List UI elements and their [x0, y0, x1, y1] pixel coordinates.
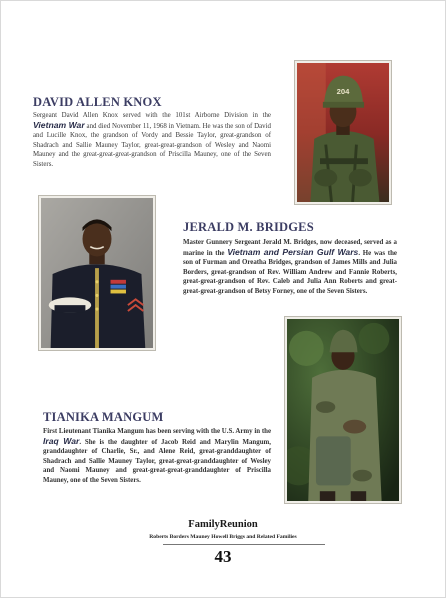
entry-bio-knox	[33, 111, 271, 170]
entry-name-knox: DAVID ALLEN KNOX	[33, 95, 162, 109]
page-number: 43	[214, 547, 232, 566]
bio-text: Master Gunnery Sergeant Jerald M. Bridges, now deceased, served as a marine in the	[183, 239, 397, 257]
war-name: Vietnam and Persian Gulf Wars	[227, 246, 359, 257]
entry-bio-mangum	[43, 427, 271, 486]
footer-divider	[163, 544, 325, 545]
photo-mangum	[285, 317, 401, 503]
helmet-number: 204	[336, 87, 350, 97]
photo-knox	[295, 61, 391, 204]
bio-text: First Lieutenant Tianika Mangum has been serving with the U.S. Army in the	[43, 428, 271, 435]
entry-name-mangum: TIANIKA MANGUM	[43, 410, 164, 424]
bio-text: and died November 11, 1968 in Vietnam. He was the son of David and Lucille Knox, the grandson of Vordy and Bessie Taylor, great-grandson of Shadrach and Sallie Mauney Taylor, great-great-grandson of Wesley and Naomi Mauney and the great-great-great-grandson of Priscilla Mauney, one of the Seven Sisters.	[33, 122, 271, 168]
photo-bridges	[39, 196, 155, 350]
footer-title: FamilyReunion	[188, 519, 258, 530]
entry-bio-bridges	[183, 238, 397, 297]
war-name: Vietnam War	[33, 119, 85, 130]
entry-name-bridges: JERALD M. BRIDGES	[183, 220, 314, 234]
war-name: Iraq War	[43, 435, 80, 446]
bio-text: . He was the son of Furman and Oreatha Bridges, grandson of James Mills and Julia Borders, great-grandson of Rev. William Andrew and Fannie Roberts, great-great-grandson of Rev. Caleb and Julia Ann Roberts and great-great-great-grandson of Betsy Forney, one of the Seven Sisters.	[183, 249, 397, 295]
bio-text: Sergeant David Allen Knox served with the 101st Airborne Division in the	[33, 112, 271, 119]
bio-text: . She is the daughter of Jacob Reid and Marylin Mangum, granddaughter of Charlie, Sr., and Alene Reid, great-granddaughter of Shadrach and Sallie Mauney Taylor, great-great-granddaughter of Wesley and Naomi Mauney and great-great-great-granddaughter of Priscilla Mauney, one of the Seven Sisters.	[43, 438, 272, 484]
footer-subtitle: Roberts Borders Mauney Howell Briggs and Related Families	[149, 534, 297, 540]
